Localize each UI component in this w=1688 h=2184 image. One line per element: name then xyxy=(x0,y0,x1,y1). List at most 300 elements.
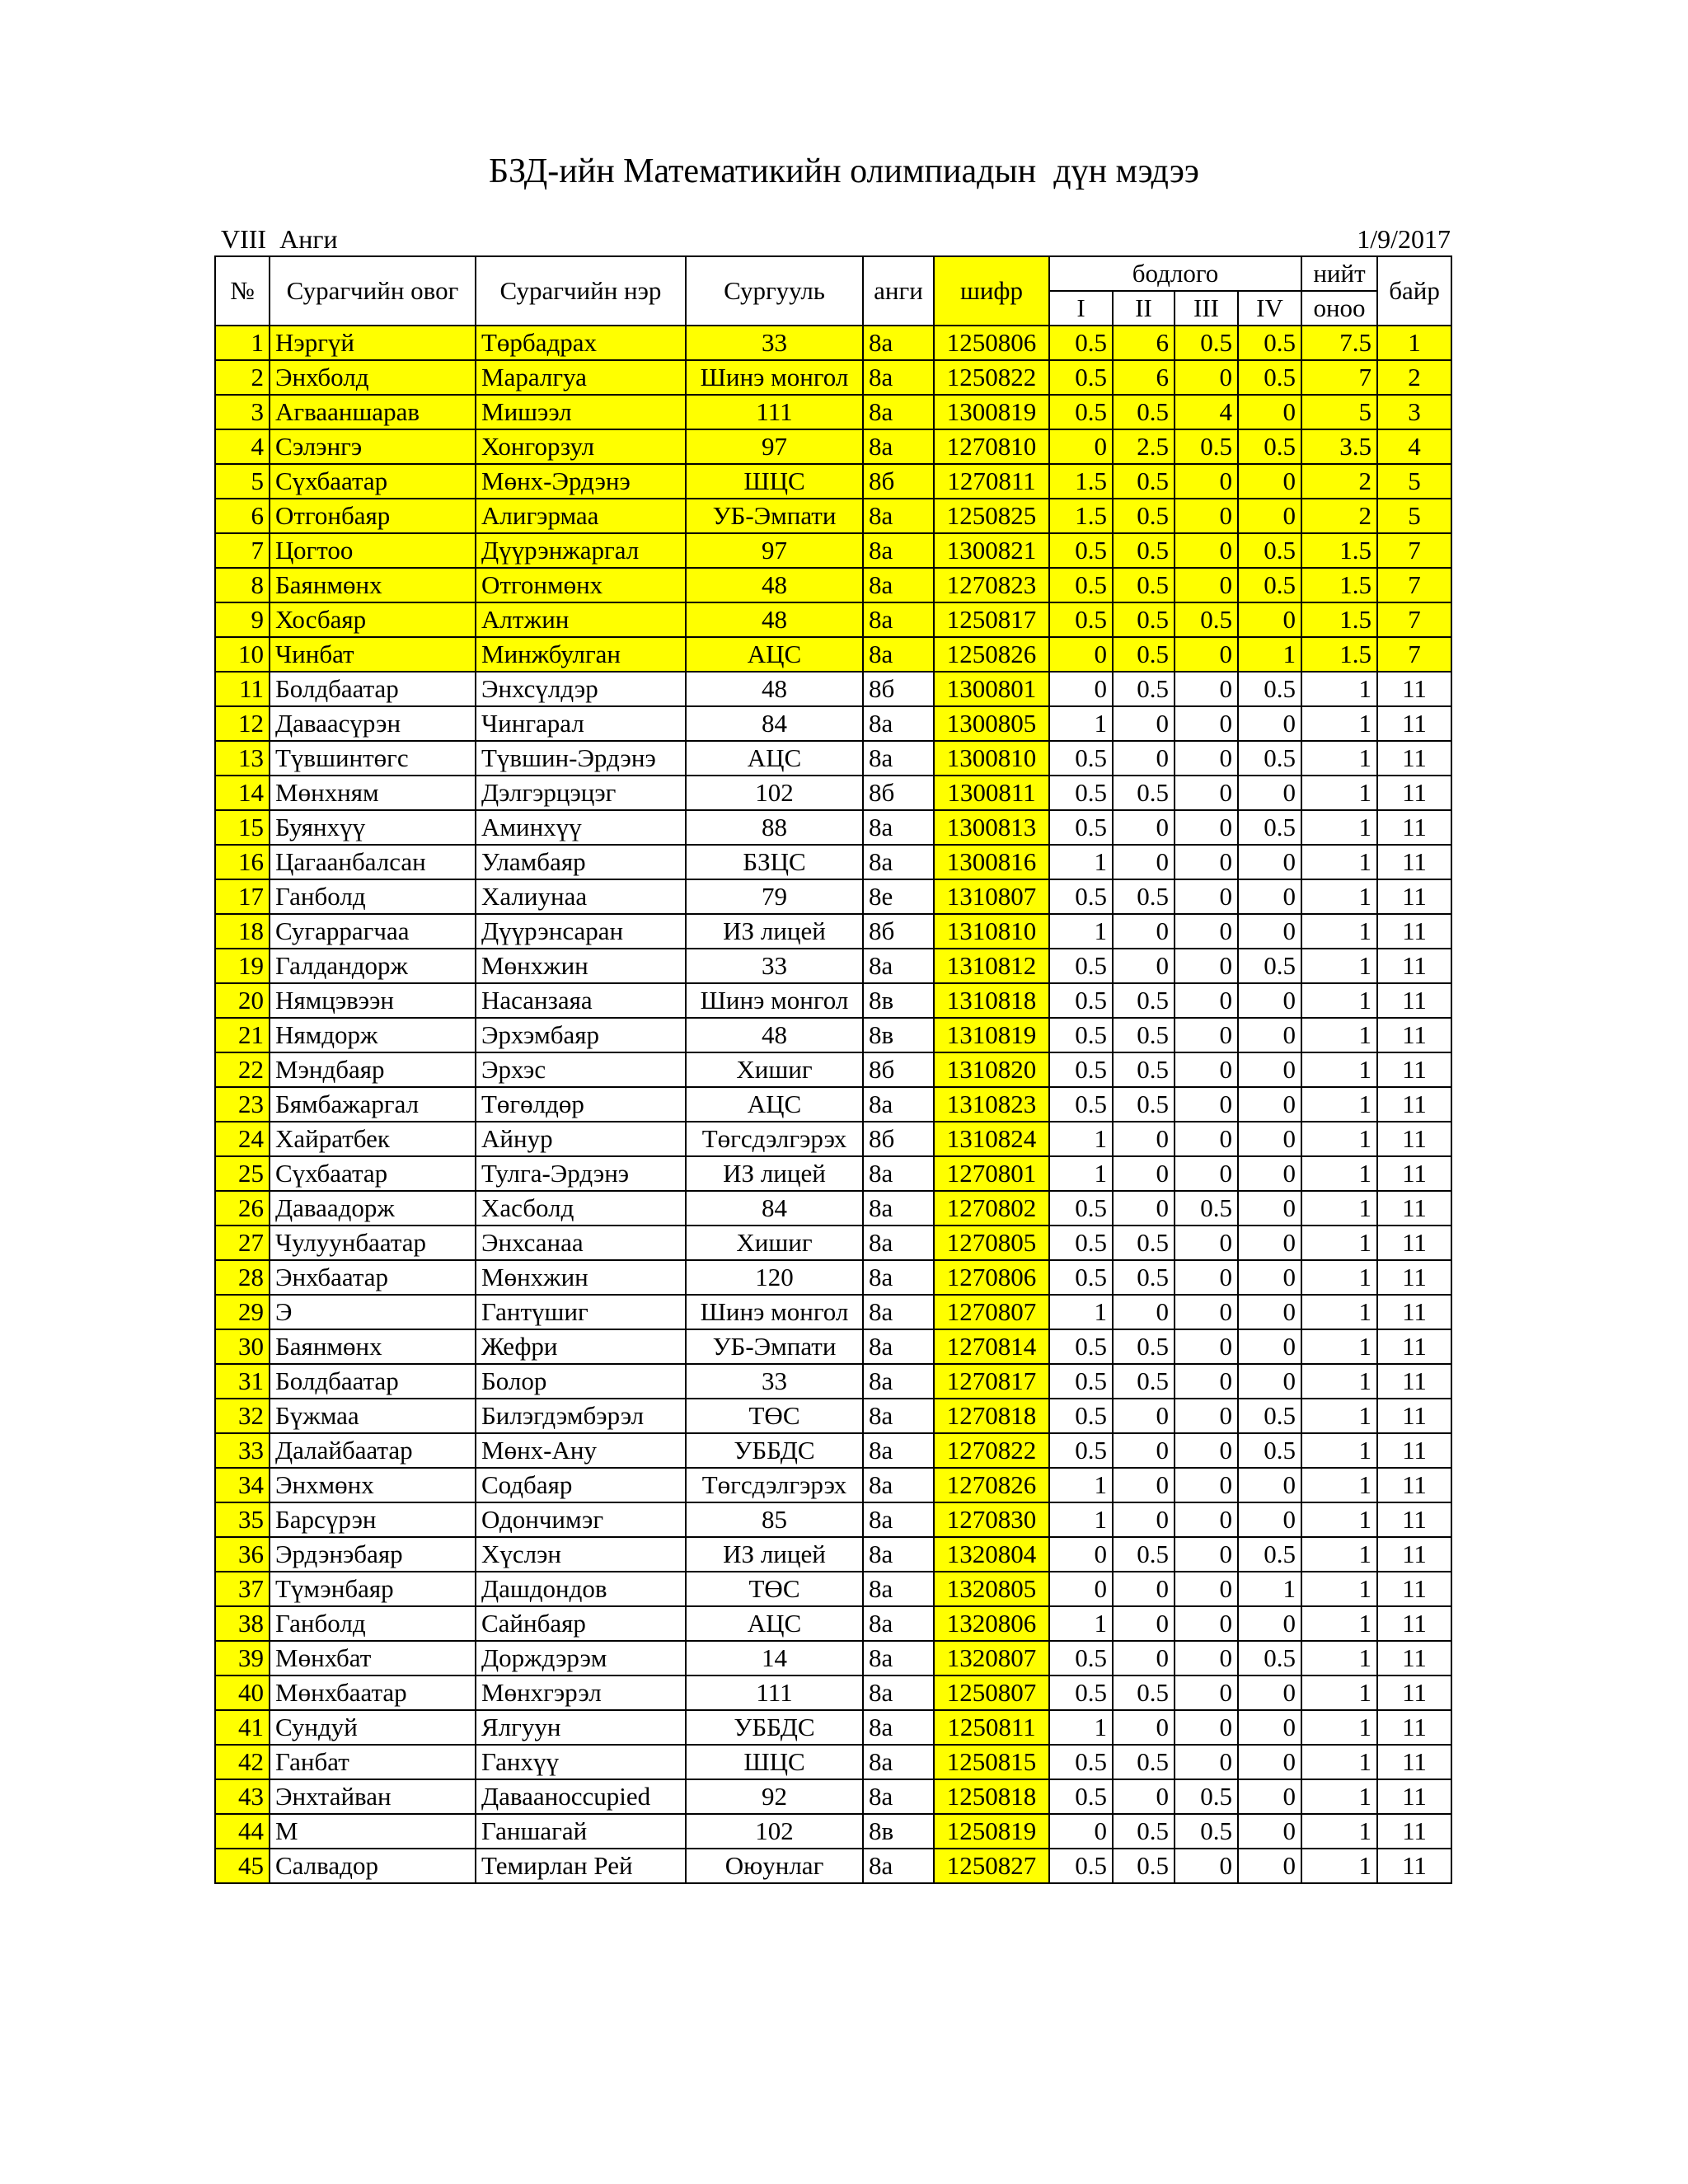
cell-total: 1 xyxy=(1301,1502,1377,1537)
header-problem-4: IV xyxy=(1238,291,1301,326)
cell-surname: Сэлэнгэ xyxy=(270,429,476,464)
cell-name: Ганхүү xyxy=(476,1745,686,1779)
cell-problem-1: 1 xyxy=(1049,1502,1113,1537)
cell-cipher: 1270823 xyxy=(934,568,1049,602)
header-school: Сургууль xyxy=(686,256,863,326)
cell-class: 8е xyxy=(863,879,934,914)
cell-surname: Далайбаатар xyxy=(270,1433,476,1468)
cell-rank: 11 xyxy=(1377,1779,1451,1814)
cell-total: 1 xyxy=(1301,1710,1377,1745)
cell-surname: Бямбажаргал xyxy=(270,1087,476,1122)
header-total-bottom: оноо xyxy=(1301,291,1377,326)
cell-problem-1: 0.5 xyxy=(1049,1745,1113,1779)
cell-total: 1 xyxy=(1301,1433,1377,1468)
table-header xyxy=(215,256,1451,326)
cell-school: 48 xyxy=(686,672,863,706)
cell-name: Даваанoccupied xyxy=(476,1779,686,1814)
cell-problem-2: 0.5 xyxy=(1113,1260,1175,1295)
table-row xyxy=(215,1087,1451,1122)
cell-rank: 11 xyxy=(1377,1745,1451,1779)
table-row xyxy=(215,1502,1451,1537)
cell-rank: 11 xyxy=(1377,1606,1451,1641)
cell-surname: Чинбат xyxy=(270,637,476,672)
cell-rank: 11 xyxy=(1377,1122,1451,1156)
cell-school: 111 xyxy=(686,395,863,429)
cell-no: 14 xyxy=(215,776,270,810)
cell-no: 34 xyxy=(215,1468,270,1502)
cell-problem-4: 0 xyxy=(1238,1329,1301,1364)
cell-surname: Энхбаатар xyxy=(270,1260,476,1295)
cell-rank: 11 xyxy=(1377,1433,1451,1468)
cell-problem-3: 0 xyxy=(1175,1502,1238,1537)
cell-rank: 11 xyxy=(1377,1502,1451,1537)
cell-name: Дорждэрэм xyxy=(476,1641,686,1675)
cell-rank: 3 xyxy=(1377,395,1451,429)
cell-no: 22 xyxy=(215,1052,270,1087)
cell-problem-3: 0 xyxy=(1175,1606,1238,1641)
cell-problem-3: 0 xyxy=(1175,1849,1238,1883)
cell-cipher: 1270818 xyxy=(934,1399,1049,1433)
cell-problem-1: 0.5 xyxy=(1049,1087,1113,1122)
cell-name: Маралгуа xyxy=(476,360,686,395)
cell-problem-1: 0.5 xyxy=(1049,533,1113,568)
cell-school: 85 xyxy=(686,1502,863,1537)
cell-problem-4: 0 xyxy=(1238,499,1301,533)
table-row xyxy=(215,1156,1451,1191)
cell-cipher: 1310819 xyxy=(934,1018,1049,1052)
cell-problem-3: 0 xyxy=(1175,1537,1238,1572)
cell-no: 20 xyxy=(215,983,270,1018)
cell-name: Мөнх-Эрдэнэ xyxy=(476,464,686,499)
cell-problem-4: 0 xyxy=(1238,395,1301,429)
cell-problem-1: 0.5 xyxy=(1049,1260,1113,1295)
cell-class: 8а xyxy=(863,499,934,533)
cell-problem-4: 0.5 xyxy=(1238,533,1301,568)
cell-no: 35 xyxy=(215,1502,270,1537)
table-row xyxy=(215,1675,1451,1710)
table-row xyxy=(215,395,1451,429)
cell-problem-1: 1 xyxy=(1049,1606,1113,1641)
cell-class: 8а xyxy=(863,326,934,360)
cell-rank: 11 xyxy=(1377,1052,1451,1087)
cell-surname: Энхтайван xyxy=(270,1779,476,1814)
cell-problem-1: 0.5 xyxy=(1049,1641,1113,1675)
cell-cipher: 1250825 xyxy=(934,499,1049,533)
cell-problem-2: 0 xyxy=(1113,1468,1175,1502)
cell-rank: 11 xyxy=(1377,845,1451,879)
table-row xyxy=(215,706,1451,741)
cell-class: 8а xyxy=(863,1433,934,1468)
cell-total: 1 xyxy=(1301,672,1377,706)
cell-class: 8а xyxy=(863,568,934,602)
cell-problem-1: 0.5 xyxy=(1049,983,1113,1018)
cell-problem-3: 0 xyxy=(1175,810,1238,845)
cell-total: 1.5 xyxy=(1301,637,1377,672)
cell-cipher: 1300810 xyxy=(934,741,1049,776)
cell-cipher: 1300813 xyxy=(934,810,1049,845)
cell-problem-3: 0 xyxy=(1175,1675,1238,1710)
cell-no: 3 xyxy=(215,395,270,429)
cell-problem-4: 0 xyxy=(1238,1226,1301,1260)
cell-rank: 4 xyxy=(1377,429,1451,464)
cell-problem-1: 0.5 xyxy=(1049,1226,1113,1260)
cell-problem-4: 0 xyxy=(1238,1675,1301,1710)
cell-no: 10 xyxy=(215,637,270,672)
cell-total: 1 xyxy=(1301,1018,1377,1052)
cell-surname: Отгонбаяр xyxy=(270,499,476,533)
cell-name: Мөнхжин xyxy=(476,949,686,983)
cell-cipher: 1270811 xyxy=(934,464,1049,499)
cell-no: 15 xyxy=(215,810,270,845)
cell-problem-4: 0 xyxy=(1238,1295,1301,1329)
cell-cipher: 1320807 xyxy=(934,1641,1049,1675)
table-row xyxy=(215,949,1451,983)
cell-name: Дашдондов xyxy=(476,1572,686,1606)
cell-problem-2: 0.5 xyxy=(1113,499,1175,533)
table-row xyxy=(215,1849,1451,1883)
cell-surname: Ганболд xyxy=(270,879,476,914)
cell-cipher: 1270826 xyxy=(934,1468,1049,1502)
cell-problem-2: 0 xyxy=(1113,1606,1175,1641)
cell-cipher: 1310820 xyxy=(934,1052,1049,1087)
cell-class: 8а xyxy=(863,395,934,429)
cell-name: Төрбадрах xyxy=(476,326,686,360)
cell-problem-4: 0 xyxy=(1238,1502,1301,1537)
cell-rank: 11 xyxy=(1377,1641,1451,1675)
cell-problem-3: 0 xyxy=(1175,949,1238,983)
cell-problem-4: 0 xyxy=(1238,1122,1301,1156)
cell-problem-4: 0.5 xyxy=(1238,568,1301,602)
cell-problem-3: 0 xyxy=(1175,1364,1238,1399)
cell-problem-2: 0.5 xyxy=(1113,568,1175,602)
cell-school: УББДС xyxy=(686,1710,863,1745)
cell-problem-1: 0.5 xyxy=(1049,741,1113,776)
cell-problem-2: 0 xyxy=(1113,914,1175,949)
cell-cipher: 1300805 xyxy=(934,706,1049,741)
cell-cipher: 1270830 xyxy=(934,1502,1049,1537)
cell-problem-4: 0.5 xyxy=(1238,429,1301,464)
cell-problem-4: 0 xyxy=(1238,1606,1301,1641)
cell-no: 19 xyxy=(215,949,270,983)
cell-problem-3: 0.5 xyxy=(1175,1779,1238,1814)
cell-surname: Түмэнбаяр xyxy=(270,1572,476,1606)
cell-problem-1: 1.5 xyxy=(1049,464,1113,499)
cell-no: 13 xyxy=(215,741,270,776)
cell-problem-2: 0 xyxy=(1113,1295,1175,1329)
cell-school: 102 xyxy=(686,776,863,810)
table-row xyxy=(215,1814,1451,1849)
cell-total: 5 xyxy=(1301,395,1377,429)
cell-rank: 11 xyxy=(1377,1537,1451,1572)
cell-cipher: 1310810 xyxy=(934,914,1049,949)
cell-class: 8а xyxy=(863,1399,934,1433)
cell-name: Дэлгэрцэцэг xyxy=(476,776,686,810)
cell-problem-4: 0 xyxy=(1238,914,1301,949)
cell-no: 44 xyxy=(215,1814,270,1849)
cell-school: УБ-Эмпати xyxy=(686,499,863,533)
cell-problem-3: 0 xyxy=(1175,499,1238,533)
report-date: 1/9/2017 xyxy=(1357,224,1451,254)
cell-problem-3: 0 xyxy=(1175,1295,1238,1329)
cell-name: Айнур xyxy=(476,1122,686,1156)
cell-cipher: 1250815 xyxy=(934,1745,1049,1779)
cell-problem-2: 6 xyxy=(1113,360,1175,395)
cell-rank: 11 xyxy=(1377,1849,1451,1883)
cell-problem-2: 0 xyxy=(1113,1572,1175,1606)
cell-name: Дүүрэнжаргал xyxy=(476,533,686,568)
cell-no: 31 xyxy=(215,1364,270,1399)
table-row xyxy=(215,1122,1451,1156)
cell-total: 1 xyxy=(1301,1329,1377,1364)
cell-no: 29 xyxy=(215,1295,270,1329)
cell-class: 8а xyxy=(863,1537,934,1572)
cell-problem-1: 0.5 xyxy=(1049,1329,1113,1364)
table-row xyxy=(215,1018,1451,1052)
cell-problem-2: 0 xyxy=(1113,706,1175,741)
cell-total: 1 xyxy=(1301,1260,1377,1295)
cell-rank: 11 xyxy=(1377,1018,1451,1052)
cell-problem-1: 1 xyxy=(1049,1156,1113,1191)
table-row xyxy=(215,1226,1451,1260)
cell-name: Хонгорзул xyxy=(476,429,686,464)
cell-problem-4: 0.5 xyxy=(1238,1537,1301,1572)
cell-rank: 11 xyxy=(1377,1399,1451,1433)
cell-problem-4: 0 xyxy=(1238,1710,1301,1745)
cell-problem-2: 6 xyxy=(1113,326,1175,360)
cell-problem-2: 0.5 xyxy=(1113,672,1175,706)
cell-school: ИЗ лицей xyxy=(686,1537,863,1572)
cell-class: 8в xyxy=(863,983,934,1018)
table-row xyxy=(215,429,1451,464)
header-problem-2: II xyxy=(1113,291,1175,326)
cell-class: 8б xyxy=(863,464,934,499)
cell-total: 1.5 xyxy=(1301,602,1377,637)
cell-total: 1 xyxy=(1301,776,1377,810)
cell-class: 8а xyxy=(863,637,934,672)
table-body xyxy=(215,326,1451,1883)
cell-rank: 11 xyxy=(1377,1295,1451,1329)
cell-total: 1 xyxy=(1301,949,1377,983)
cell-name: Темирлан Рей xyxy=(476,1849,686,1883)
cell-total: 1 xyxy=(1301,1675,1377,1710)
cell-cipher: 1270814 xyxy=(934,1329,1049,1364)
cell-no: 18 xyxy=(215,914,270,949)
table-row xyxy=(215,1433,1451,1468)
cell-problem-3: 0 xyxy=(1175,1087,1238,1122)
cell-no: 8 xyxy=(215,568,270,602)
cell-surname: Ганбат xyxy=(270,1745,476,1779)
cell-problem-3: 0 xyxy=(1175,1018,1238,1052)
cell-school: Шинэ монгол xyxy=(686,983,863,1018)
cell-problem-4: 0 xyxy=(1238,1745,1301,1779)
cell-total: 1 xyxy=(1301,706,1377,741)
cell-school: АЦС xyxy=(686,637,863,672)
cell-class: 8а xyxy=(863,1675,934,1710)
table-row xyxy=(215,464,1451,499)
cell-surname: Энхмөнх xyxy=(270,1468,476,1502)
cell-school: БЗЦС xyxy=(686,845,863,879)
cell-rank: 7 xyxy=(1377,568,1451,602)
cell-problem-2: 0.5 xyxy=(1113,1364,1175,1399)
cell-total: 2 xyxy=(1301,499,1377,533)
cell-problem-2: 0 xyxy=(1113,1433,1175,1468)
cell-rank: 11 xyxy=(1377,949,1451,983)
cell-cipher: 1300811 xyxy=(934,776,1049,810)
cell-no: 7 xyxy=(215,533,270,568)
cell-name: Мишээл xyxy=(476,395,686,429)
header-problem-3: III xyxy=(1175,291,1238,326)
cell-surname: Хосбаяр xyxy=(270,602,476,637)
cell-total: 1 xyxy=(1301,1537,1377,1572)
cell-total: 7 xyxy=(1301,360,1377,395)
cell-class: 8а xyxy=(863,602,934,637)
cell-problem-1: 1 xyxy=(1049,1468,1113,1502)
cell-no: 36 xyxy=(215,1537,270,1572)
cell-total: 1 xyxy=(1301,1364,1377,1399)
header-surname: Сурагчийн овог xyxy=(270,256,476,326)
cell-name: Билэгдэмбэрэл xyxy=(476,1399,686,1433)
cell-problem-4: 0.5 xyxy=(1238,1433,1301,1468)
cell-surname: Мөнхбат xyxy=(270,1641,476,1675)
cell-class: 8б xyxy=(863,776,934,810)
cell-cipher: 1270802 xyxy=(934,1191,1049,1226)
cell-problem-1: 0.5 xyxy=(1049,1433,1113,1468)
cell-school: 79 xyxy=(686,879,863,914)
cell-rank: 11 xyxy=(1377,1364,1451,1399)
cell-name: Хасболд xyxy=(476,1191,686,1226)
header-problem-1: I xyxy=(1049,291,1113,326)
cell-rank: 11 xyxy=(1377,1191,1451,1226)
cell-surname: Сундуй xyxy=(270,1710,476,1745)
cell-problem-1: 1 xyxy=(1049,1122,1113,1156)
cell-name: Аминхүү xyxy=(476,810,686,845)
cell-no: 21 xyxy=(215,1018,270,1052)
cell-problem-3: 0 xyxy=(1175,637,1238,672)
cell-problem-1: 0.5 xyxy=(1049,810,1113,845)
cell-problem-3: 0 xyxy=(1175,672,1238,706)
cell-problem-3: 0 xyxy=(1175,1745,1238,1779)
cell-surname: Мөнхням xyxy=(270,776,476,810)
cell-problem-3: 0.5 xyxy=(1175,1191,1238,1226)
cell-cipher: 1250827 xyxy=(934,1849,1049,1883)
cell-problem-1: 0.5 xyxy=(1049,1779,1113,1814)
table-row xyxy=(215,879,1451,914)
table-row xyxy=(215,1329,1451,1364)
cell-problem-3: 0.5 xyxy=(1175,602,1238,637)
cell-school: 88 xyxy=(686,810,863,845)
cell-name: Тулга-Эрдэнэ xyxy=(476,1156,686,1191)
cell-name: Энхсанаа xyxy=(476,1226,686,1260)
header-problems: бодлого xyxy=(1049,256,1301,291)
cell-school: Шинэ монгол xyxy=(686,1295,863,1329)
cell-no: 39 xyxy=(215,1641,270,1675)
cell-cipher: 1320806 xyxy=(934,1606,1049,1641)
cell-problem-1: 0 xyxy=(1049,1572,1113,1606)
cell-problem-1: 0.5 xyxy=(1049,568,1113,602)
cell-school: Оюунлаг xyxy=(686,1849,863,1883)
cell-no: 45 xyxy=(215,1849,270,1883)
cell-problem-2: 0 xyxy=(1113,1779,1175,1814)
cell-problem-4: 0 xyxy=(1238,879,1301,914)
cell-name: Мөнх-Ану xyxy=(476,1433,686,1468)
cell-class: 8а xyxy=(863,1156,934,1191)
cell-name: Одончимэг xyxy=(476,1502,686,1537)
cell-cipher: 1250806 xyxy=(934,326,1049,360)
cell-surname: Галдандорж xyxy=(270,949,476,983)
cell-surname: Нэргүй xyxy=(270,326,476,360)
cell-school: 33 xyxy=(686,949,863,983)
cell-class: 8в xyxy=(863,1018,934,1052)
cell-surname: Чулуунбаатар xyxy=(270,1226,476,1260)
cell-problem-3: 0 xyxy=(1175,1468,1238,1502)
cell-school: УББДС xyxy=(686,1433,863,1468)
cell-total: 1 xyxy=(1301,1122,1377,1156)
cell-surname: Баянмөнх xyxy=(270,568,476,602)
table-row xyxy=(215,637,1451,672)
header-class: анги xyxy=(863,256,934,326)
cell-class: 8а xyxy=(863,1606,934,1641)
cell-problem-1: 0.5 xyxy=(1049,1191,1113,1226)
cell-class: 8а xyxy=(863,1710,934,1745)
cell-name: Уламбаяр xyxy=(476,845,686,879)
table-row xyxy=(215,914,1451,949)
cell-school: 84 xyxy=(686,1191,863,1226)
cell-class: 8в xyxy=(863,1814,934,1849)
cell-class: 8а xyxy=(863,1468,934,1502)
cell-rank: 11 xyxy=(1377,1156,1451,1191)
cell-problem-2: 0 xyxy=(1113,810,1175,845)
cell-school: Шинэ монгол xyxy=(686,360,863,395)
cell-name: Сайнбаяр xyxy=(476,1606,686,1641)
cell-class: 8а xyxy=(863,1641,934,1675)
cell-problem-4: 0.5 xyxy=(1238,1399,1301,1433)
cell-problem-2: 0 xyxy=(1113,1641,1175,1675)
cell-problem-1: 0.5 xyxy=(1049,1849,1113,1883)
cell-class: 8а xyxy=(863,533,934,568)
cell-total: 1 xyxy=(1301,1779,1377,1814)
cell-cipher: 1270807 xyxy=(934,1295,1049,1329)
cell-problem-1: 0 xyxy=(1049,1537,1113,1572)
cell-rank: 11 xyxy=(1377,776,1451,810)
cell-problem-2: 0.5 xyxy=(1113,879,1175,914)
cell-total: 7.5 xyxy=(1301,326,1377,360)
cell-surname: Ганболд xyxy=(270,1606,476,1641)
cell-school: АЦС xyxy=(686,741,863,776)
table-row xyxy=(215,1710,1451,1745)
cell-problem-1: 0.5 xyxy=(1049,1364,1113,1399)
cell-total: 1 xyxy=(1301,914,1377,949)
cell-school: АЦС xyxy=(686,1606,863,1641)
cell-surname: Болдбаатар xyxy=(270,672,476,706)
cell-rank: 7 xyxy=(1377,533,1451,568)
cell-problem-2: 0.5 xyxy=(1113,1537,1175,1572)
cell-cipher: 1250811 xyxy=(934,1710,1049,1745)
cell-name: Отгонмөнх xyxy=(476,568,686,602)
cell-problem-4: 0.5 xyxy=(1238,810,1301,845)
cell-total: 1 xyxy=(1301,1641,1377,1675)
cell-total: 1 xyxy=(1301,1191,1377,1226)
cell-problem-1: 1 xyxy=(1049,1295,1113,1329)
table-row xyxy=(215,1745,1451,1779)
cell-no: 1 xyxy=(215,326,270,360)
cell-school: 48 xyxy=(686,602,863,637)
cell-problem-1: 0 xyxy=(1049,637,1113,672)
cell-problem-3: 0 xyxy=(1175,914,1238,949)
header-rank: байр xyxy=(1377,256,1451,326)
cell-total: 1 xyxy=(1301,1745,1377,1779)
header-no: № xyxy=(215,256,270,326)
cell-problem-4: 0 xyxy=(1238,602,1301,637)
